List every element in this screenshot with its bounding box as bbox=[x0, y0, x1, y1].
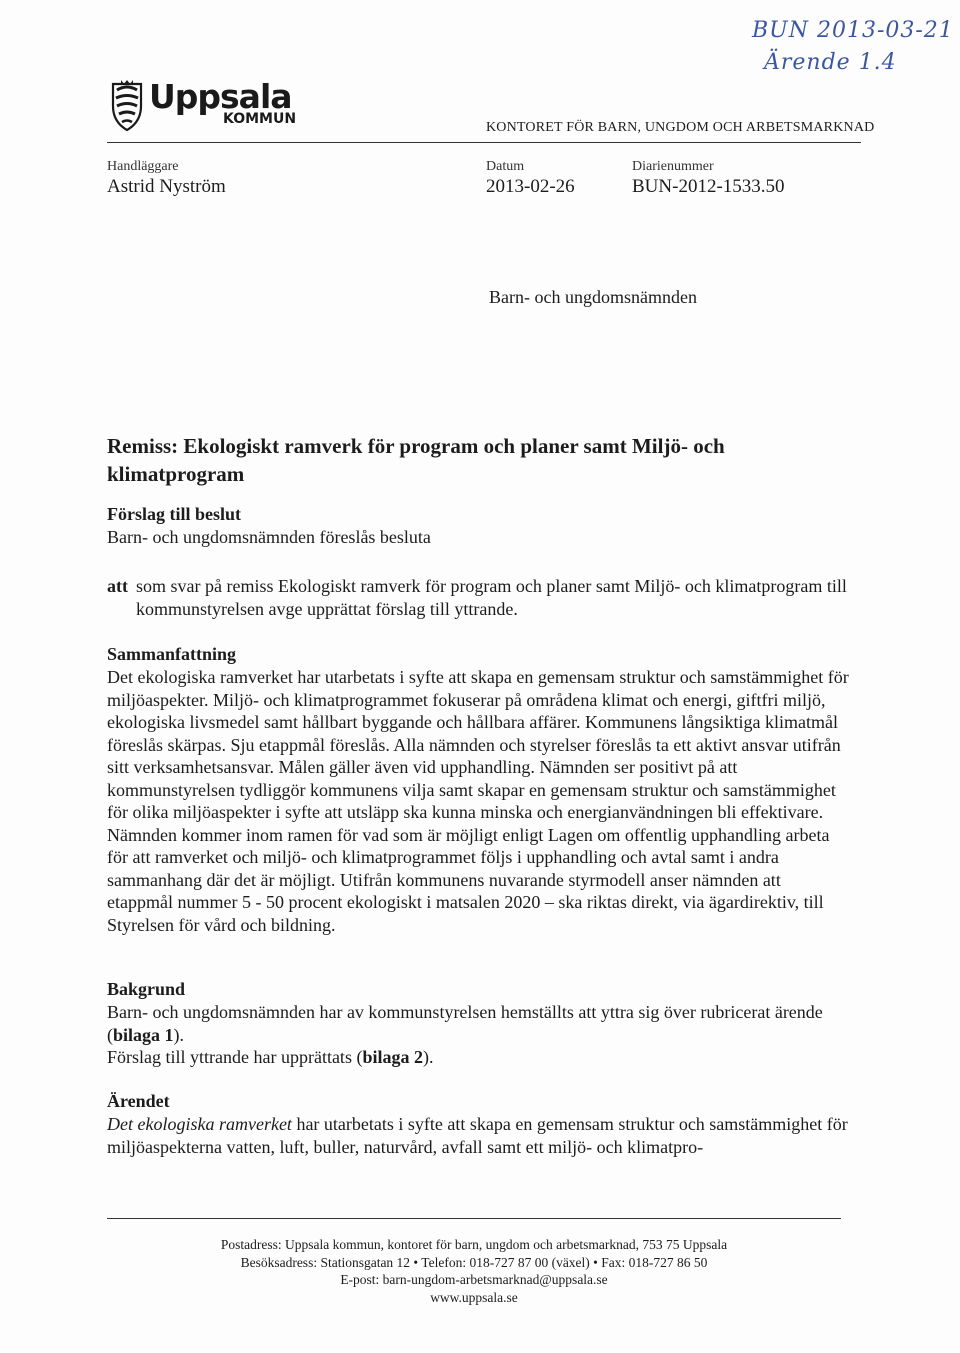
date-value: 2013-02-26 bbox=[486, 176, 575, 197]
summary-heading: Sammanfattning bbox=[107, 644, 237, 664]
background-text-2 bbox=[107, 1046, 849, 1069]
footer-email: E-post: barn-ungdom-arbetsmarknad@uppsala.se bbox=[340, 1272, 608, 1287]
attachment-2-ref: bilaga 2 bbox=[362, 1047, 423, 1067]
handler-label: Handläggare bbox=[107, 159, 179, 174]
diary-number-label: Diarienummer bbox=[632, 159, 714, 174]
background-text-1-end: ). bbox=[173, 1024, 185, 1045]
uppsala-kommun-logo bbox=[107, 78, 307, 136]
diary-number-value: BUN-2012-1533.50 bbox=[632, 176, 785, 197]
matter-body: har utarbetats i syfte att skapa en gemensam struktur och samstämmighet för miljöaspekterna vatten, luft, buller, naturvård, avfall samt ett miljö- och klimatpro- bbox=[107, 1114, 848, 1157]
office-name: KONTORET FÖR BARN, UNGDOM OCH ARBETSMARKNAD bbox=[486, 120, 875, 135]
proposal-heading: Förslag till beslut bbox=[107, 504, 241, 524]
header-divider bbox=[107, 142, 861, 143]
date-label: Datum bbox=[486, 159, 525, 174]
recipient: Barn- och ungdomsnämnden bbox=[489, 287, 697, 307]
background-text-1-start: Barn- och ungdomsnämnden har av kommunstyrelsen hemställts att yttra sig över rubricerat ärende ( bbox=[107, 1002, 823, 1045]
footer-postal-address: Postadress: Uppsala kommun, kontoret för barn, ungdom och arbetsmarknad, 753 75 Uppsala bbox=[220, 1237, 728, 1252]
logo-wordmark: Uppsala bbox=[149, 77, 292, 116]
handwritten-item-note: Ärende 1.4 bbox=[764, 50, 897, 75]
matter-italic-term: Det ekologiska ramverket bbox=[107, 1114, 292, 1134]
coat-of-arms-icon bbox=[107, 78, 147, 134]
document-title: Remiss: Ekologiskt ramverk för program och planer samt Miljö- och klimatprogram bbox=[107, 434, 725, 486]
footer-divider bbox=[107, 1218, 841, 1219]
decision-text: som svar på remiss Ekologiskt ramverk för program och planer samt Miljö- och klimatprogram till kommunstyrelsen avge upprättat förslag till yttrande. bbox=[136, 576, 847, 619]
att-keyword: att bbox=[107, 576, 128, 596]
footer bbox=[107, 1236, 841, 1306]
footer-visiting-address: Besöksadress: Stationsgatan 12 • Telefon: 018-727 87 00 (växel) • Fax: 018-727 86 50 bbox=[240, 1254, 708, 1270]
background-text-2-end: ). bbox=[422, 1047, 434, 1067]
attachment-1-ref: bilaga 1 bbox=[113, 1024, 174, 1045]
summary-text: Det ekologiska ramverket har utarbetats i syfte att skapa en gemensam struktur och samstämmighet för miljöaspekter. Miljö- och klimatprogrammet fokuserar på områdena klimat och energi, giftfri miljö, ekologiska livsmedel samt hållbart byggande och hållbara affärer. Kommunens långsiktiga klimatmål föreslås skärpas. Sju etappmål föreslås. Alla nämnden och styrelser föreslås ta ett aktivt ansvar utifrån sitt verksamhetsansvar. Målen gäller även vid upphandling. Nämnden ser positivt på att kommunstyrelsen tydliggör kommunens vilja samt skapar en gemensam struktur och samstämmighet för olika miljöaspekter i syfte att utsläpp ska kunna minska och energianvändningen bli effektivare. Nämnden kommer inom ramen för vad som är möjligt enligt Lagen om offentlig upphandling arbeta för att ramverket och miljö- och klimatprogrammet följs i upphandling och avtal samt i andra sammanhang där det är möjligt. Utifrån kommunens nuvarande styrmodell anser nämnden att etappmål nummer 5 - 50 procent ekologiskt i matsalen 2020 – ska riktas direkt, via ägardirektiv, till Styrelsen för vård och bildning. bbox=[107, 667, 849, 935]
background-text-2-start: Förslag till yttrande har upprättats ( bbox=[107, 1047, 363, 1067]
handwritten-registration-note: BUN 2013-03-21 bbox=[752, 18, 954, 43]
footer-website: www.uppsala.se bbox=[430, 1289, 518, 1305]
handler-value: Astrid Nyström bbox=[107, 176, 226, 197]
background-text-1 bbox=[107, 1001, 849, 1046]
background-heading: Bakgrund bbox=[107, 979, 186, 999]
matter-text bbox=[107, 1113, 849, 1158]
proposal-intro: Barn- och ungdomsnämnden föreslås besluta bbox=[107, 527, 431, 547]
logo-subtitle: KOMMUN bbox=[223, 111, 297, 127]
matter-heading: Ärendet bbox=[107, 1091, 170, 1111]
